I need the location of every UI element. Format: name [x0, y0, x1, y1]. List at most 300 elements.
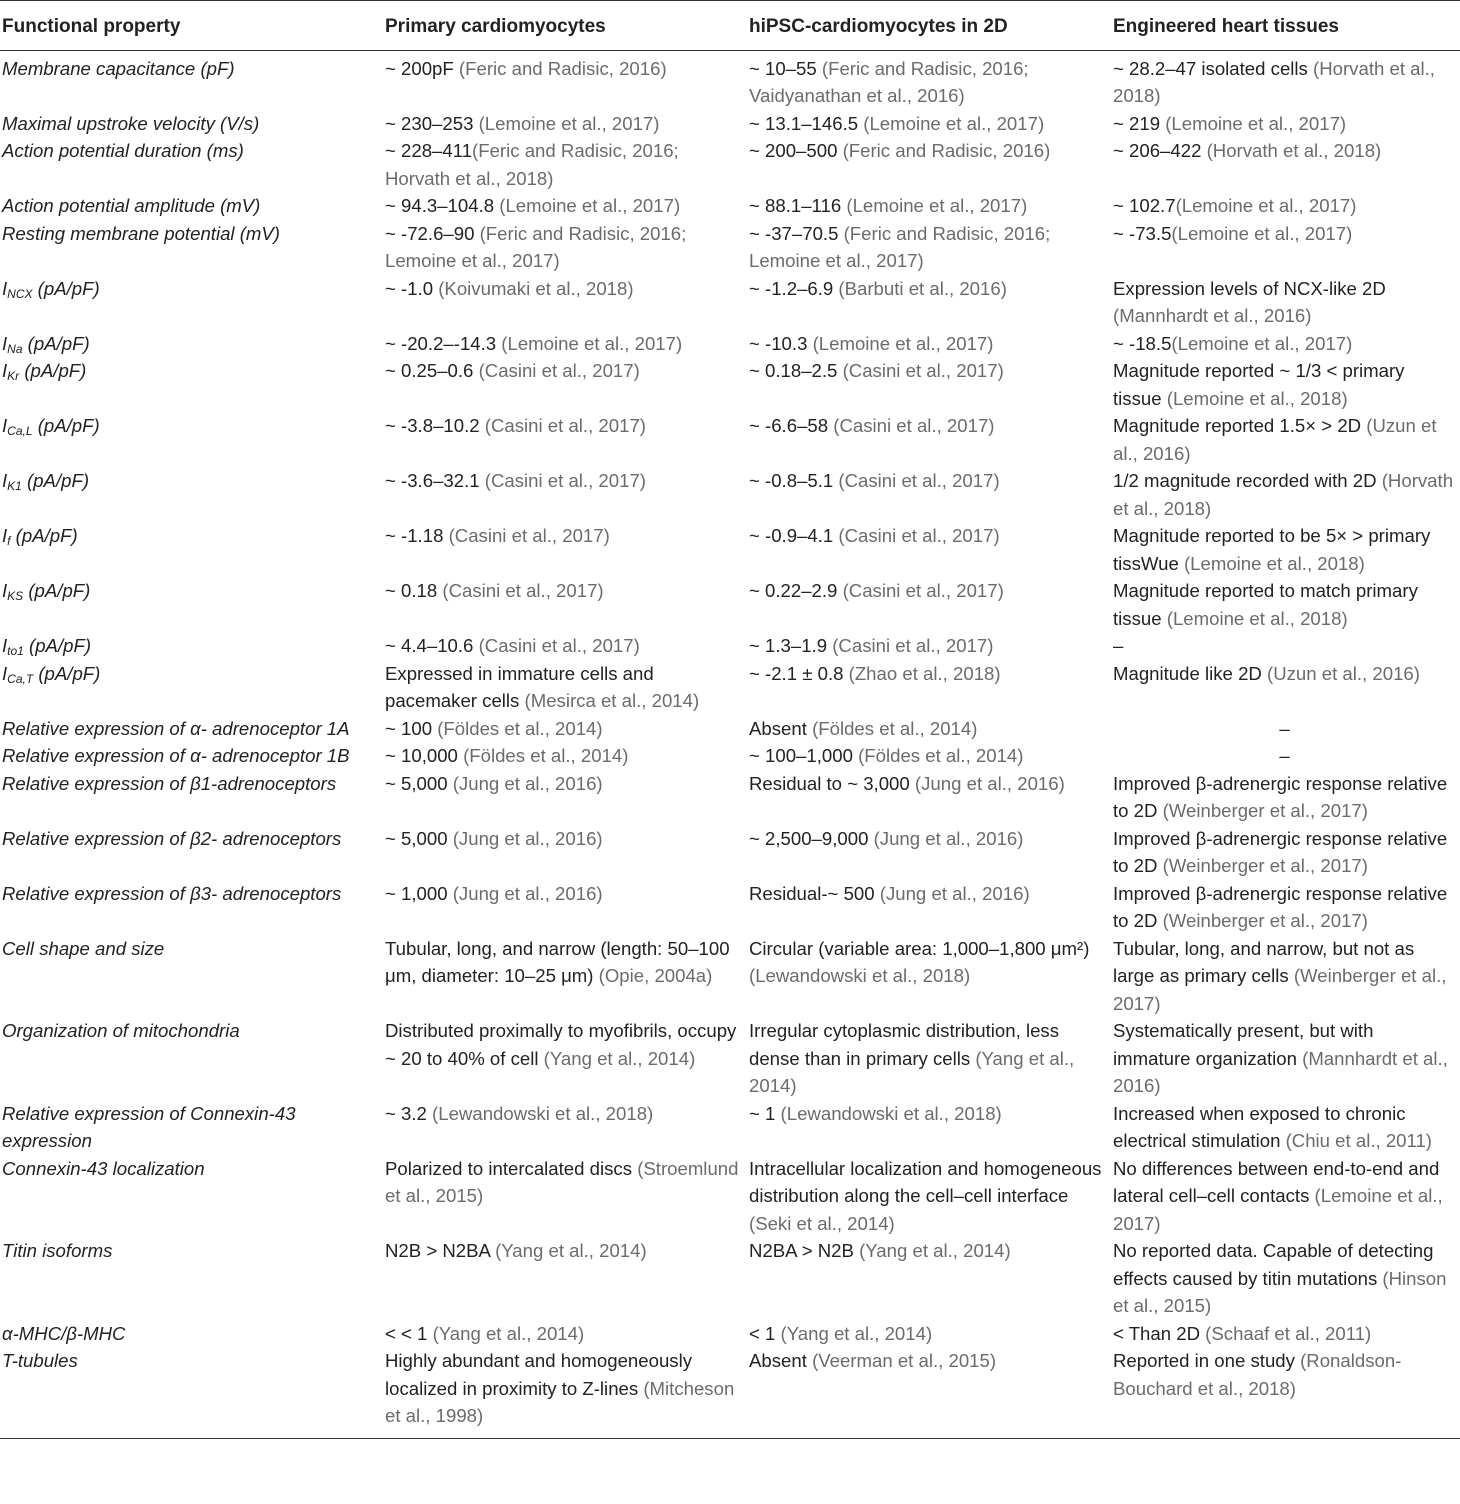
cell-value: ~ -0.8–5.1 [749, 470, 839, 491]
table-row [0, 1100, 1460, 1155]
citation: (Lemoine et al., 2017) [1113, 1185, 1443, 1234]
hipsc-2d-cell [747, 632, 1111, 660]
citation: (Seki et al., 2014) [749, 1212, 895, 1234]
table-row [0, 935, 1460, 1018]
cell-value: ~ 219 [1113, 112, 1166, 134]
citation: (Lewandowski et al., 2018) [780, 1102, 1002, 1124]
property-name: Relative expression of α- adrenoceptor 1A [2, 717, 350, 739]
cell-value: ~ 1.3–1.9 [749, 635, 833, 656]
engineered-heart-tissue-cell [1111, 220, 1460, 275]
citation: (Hinson et al., 2015) [1113, 1267, 1447, 1316]
primary-cardiomyocytes-cell [383, 660, 747, 715]
cell-value: Absent [749, 717, 813, 739]
hipsc-2d-cell [747, 1347, 1111, 1438]
citation: (Casini et al., 2017) [484, 415, 646, 436]
citation: (Feric and Radisic, 2016; Vaidyanathan et al., 2016) [749, 57, 1029, 106]
engineered-heart-tissue-cell [1111, 110, 1460, 138]
cell-value: Intracellular localization and homogeneous distribution along the cell–cell interface [749, 1157, 1102, 1206]
cell-value: ~ 0.18–2.5 [749, 360, 843, 381]
hipsc-2d-cell [747, 742, 1111, 770]
primary-cardiomyocytes-cell [383, 715, 747, 743]
citation: (Yang et al., 2014) [780, 1322, 933, 1344]
hipsc-2d-cell [747, 522, 1111, 577]
cell-value: ~ 228–411 [385, 140, 473, 161]
engineered-heart-tissue-cell [1111, 1100, 1460, 1155]
citation: (Jung et al., 2016) [914, 772, 1065, 794]
property-unit: (pA/pF) [22, 332, 90, 354]
hipsc-2d-cell [747, 577, 1111, 632]
hipsc-2d-cell [747, 1155, 1111, 1238]
citation: (Jung et al., 2016) [879, 882, 1030, 904]
cell-value: ~ 200pF [385, 57, 459, 79]
engineered-heart-tissue-cell [1111, 880, 1460, 935]
engineered-heart-tissue-cell [1111, 577, 1460, 632]
property-name: Connexin-43 localization [2, 1157, 205, 1179]
citation: (Uzun et al., 2016) [1113, 415, 1437, 464]
property-name: Relative expression of α- adrenoceptor 1B [2, 745, 350, 766]
property-name: Cell shape and size [2, 937, 165, 959]
citation: (Mannhardt et al., 2016) [1113, 305, 1312, 326]
engineered-heart-tissue-cell [1111, 467, 1460, 522]
citation: (Lemoine et al., 2017) [863, 112, 1045, 134]
hipsc-2d-cell [747, 1017, 1111, 1100]
citation: (Horvath et al., 2018) [1113, 470, 1454, 519]
citation: (Földes et al., 2014) [437, 717, 603, 739]
table-row [0, 1320, 1460, 1348]
property-name: Titin isoforms [2, 1240, 113, 1261]
cell-value: ~ -3.6–32.1 [385, 470, 485, 491]
primary-cardiomyocytes-cell [383, 412, 747, 467]
functional-property-cell [0, 137, 383, 192]
hipsc-2d-cell [747, 715, 1111, 743]
hipsc-2d-cell [747, 935, 1111, 1018]
primary-cardiomyocytes-cell [383, 467, 747, 522]
citation: (Casini et al., 2017) [484, 470, 646, 491]
table-row [0, 660, 1460, 715]
table-row [0, 110, 1460, 138]
citation: (Weinberger et al., 2017) [1162, 910, 1368, 931]
hipsc-2d-cell [747, 770, 1111, 825]
citation: (Yang et al., 2014) [543, 1047, 696, 1069]
property-unit: (pA/pF) [10, 525, 78, 546]
property-subscript: Ca,T [7, 671, 34, 686]
functional-property-cell [0, 1320, 383, 1348]
table-header [0, 1, 1460, 51]
cell-value: ~ 5,000 [385, 827, 453, 849]
functional-property-cell [0, 632, 383, 660]
cell-value: Magnitude reported to match primary tissue [1113, 580, 1418, 629]
citation: (Casini et al., 2017) [842, 360, 1004, 381]
primary-cardiomyocytes-cell [383, 192, 747, 220]
table-row [0, 137, 1460, 192]
functional-property-cell [0, 110, 383, 138]
hipsc-2d-cell [747, 330, 1111, 358]
hipsc-2d-cell [747, 275, 1111, 330]
citation: (Weinberger et al., 2017) [1162, 855, 1368, 876]
primary-cardiomyocytes-cell [383, 1155, 747, 1238]
hipsc-2d-cell [747, 357, 1111, 412]
engineered-heart-tissue-cell [1111, 1320, 1460, 1348]
cell-value: ~ -2.1 ± 0.8 [749, 662, 849, 684]
cell-value: – [1279, 717, 1290, 739]
cell-value: Circular (variable area: 1,000–1,800 μm²) [749, 937, 1090, 959]
citation: (Casini et al., 2017) [832, 635, 994, 656]
table-row [0, 1017, 1460, 1100]
property-name: Membrane capacitance (pF) [2, 57, 235, 79]
property-name: Action potential duration (ms) [2, 140, 244, 161]
property-name: I [2, 332, 8, 354]
property-subscript: to1 [7, 644, 24, 658]
cell-value: ~ 206–422 [1113, 140, 1207, 161]
table-row [0, 632, 1460, 660]
citation: (Mannhardt et al., 2016) [1113, 1047, 1448, 1096]
hipsc-2d-cell [747, 660, 1111, 715]
cell-value: ~ -18.5 [1113, 332, 1172, 354]
citation: (Yang et al., 2014) [495, 1240, 647, 1261]
cell-value: ~ -3.8–10.2 [385, 415, 485, 436]
citation: (Yang et al., 2014) [749, 1047, 1075, 1096]
property-subscript: Kr [7, 369, 20, 383]
hipsc-2d-cell [747, 1320, 1111, 1348]
cell-value: < 1 [749, 1322, 781, 1344]
functional-property-cell [0, 880, 383, 935]
property-unit: (pA/pF) [23, 580, 91, 601]
engineered-heart-tissue-cell [1111, 50, 1460, 110]
primary-cardiomyocytes-cell [383, 1017, 747, 1100]
engineered-heart-tissue-cell [1111, 1017, 1460, 1100]
primary-cardiomyocytes-cell [383, 357, 747, 412]
property-name: Relative expression of β2- adrenoceptors [2, 827, 342, 849]
cell-value: ~ -37–70.5 [749, 222, 844, 244]
citation: (Lemoine et al., 2018) [1166, 387, 1348, 409]
primary-cardiomyocytes-cell [383, 330, 747, 358]
property-unit: (pA/pF) [23, 635, 92, 656]
primary-cardiomyocytes-cell [383, 50, 747, 110]
citation: (Lewandowski et al., 2018) [432, 1102, 654, 1124]
functional-property-cell [0, 770, 383, 825]
citation: (Mitcheson et al., 1998) [385, 1377, 735, 1426]
cell-value: Absent [749, 1350, 813, 1371]
primary-cardiomyocytes-cell [383, 1320, 747, 1348]
citation: (Jung et al., 2016) [873, 827, 1024, 849]
primary-cardiomyocytes-cell [383, 1100, 747, 1155]
property-name: Relative expression of β1-adrenoceptors [2, 772, 337, 794]
cell-value: – [1113, 635, 1124, 656]
engineered-heart-tissue-cell [1111, 632, 1460, 660]
citation: (Ronaldson-Bouchard et al., 2018) [1113, 1350, 1402, 1399]
hipsc-2d-cell [747, 137, 1111, 192]
table-row [0, 522, 1460, 577]
citation: (Weinberger et al., 2017) [1113, 965, 1447, 1014]
cell-value: ~ -6.6–58 [749, 415, 834, 436]
engineered-heart-tissue-cell [1111, 660, 1460, 715]
citation: (Földes et al., 2014) [812, 717, 978, 739]
cell-value: 1/2 magnitude recorded with 2D [1113, 470, 1382, 491]
citation: (Lemoine et al., 2018) [1183, 552, 1365, 574]
citation: (Lemoine et al., 2017) [478, 112, 660, 134]
property-unit: (pA/pF) [19, 360, 87, 381]
cell-value: Improved β-adrenergic response relative to 2D [1113, 882, 1448, 931]
cell-value: Residual to ~ 3,000 [749, 772, 915, 794]
cell-value: Improved β-adrenergic response relative to 2D [1113, 772, 1448, 821]
cell-value: ~ 0.22–2.9 [749, 580, 843, 601]
functional-property-cell [0, 275, 383, 330]
primary-cardiomyocytes-cell [383, 577, 747, 632]
citation: (Lemoine et al., 2017) [1165, 112, 1347, 134]
engineered-heart-tissue-cell [1111, 715, 1460, 743]
primary-cardiomyocytes-cell [383, 220, 747, 275]
citation: (Koivumaki et al., 2018) [438, 277, 634, 299]
engineered-heart-tissue-cell [1111, 412, 1460, 467]
citation: (Jung et al., 2016) [452, 772, 603, 794]
citation: (Lemoine et al., 2017) [501, 332, 683, 354]
property-unit: (pA/pF) [21, 470, 90, 491]
engineered-heart-tissue-cell [1111, 742, 1460, 770]
cell-value: ~ 28.2–47 isolated cells [1113, 57, 1314, 79]
property-name: Organization of mitochondria [2, 1020, 240, 1041]
cell-value: Magnitude reported 1.5× > 2D [1113, 415, 1367, 436]
citation: (Jung et al., 2016) [452, 827, 603, 849]
engineered-heart-tissue-cell [1111, 522, 1460, 577]
cell-value: ~ -0.9–4.1 [749, 525, 839, 546]
cell-value: ~ 13.1–146.5 [749, 112, 864, 134]
hipsc-2d-cell [747, 825, 1111, 880]
citation: (Mesirca et al., 2014) [524, 690, 700, 711]
property-name: Relative expression of β3- adrenoceptors [2, 882, 342, 904]
engineered-heart-tissue-cell [1111, 935, 1460, 1018]
primary-cardiomyocytes-cell [383, 825, 747, 880]
cell-value: ~ 100 [385, 717, 438, 739]
citation: (Veerman et al., 2015) [812, 1350, 997, 1371]
hipsc-2d-cell [747, 1100, 1111, 1155]
cell-value: Magnitude reported to be 5× > primary tissWue [1113, 525, 1431, 574]
engineered-heart-tissue-cell [1111, 330, 1460, 358]
property-name: I [2, 635, 8, 656]
cell-value: ~ 0.25–0.6 [385, 360, 479, 381]
engineered-heart-tissue-cell [1111, 770, 1460, 825]
property-unit: (pA/pF) [32, 415, 100, 436]
citation: (Horvath et al., 2018) [1206, 140, 1382, 161]
citation: (Casini et al., 2017) [833, 415, 995, 436]
property-name: α-MHC/β-MHC [2, 1322, 126, 1344]
table-row [0, 50, 1460, 110]
cell-value: ~ 100–1,000 [749, 745, 859, 766]
functional-property-cell [0, 522, 383, 577]
cell-value: Highly abundant and homogeneously localized in proximity to Z-lines [385, 1350, 693, 1399]
cell-value: No reported data. Capable of detecting effects caused by titin mutations [1113, 1240, 1434, 1289]
cell-value: ~ 1 [749, 1102, 781, 1124]
cell-value: ~ 1,000 [385, 882, 453, 904]
cell-value: ~ -72.6–90 [385, 222, 480, 244]
property-subscript: KS [7, 589, 24, 603]
primary-cardiomyocytes-cell [383, 110, 747, 138]
property-name: Resting membrane potential (mV) [2, 222, 280, 244]
property-subscript: f [7, 534, 11, 548]
citation: (Lemoine et al., 2018) [1166, 607, 1348, 629]
property-unit: (pA/pF) [33, 662, 101, 684]
cell-value: N2BA > N2B [749, 1240, 860, 1261]
hipsc-2d-cell [747, 50, 1111, 110]
primary-cardiomyocytes-cell [383, 275, 747, 330]
functional-property-cell [0, 1237, 383, 1320]
cell-value: ~ -20.2–-14.3 [385, 332, 502, 354]
functional-property-cell [0, 50, 383, 110]
cell-value: ~ -73.5 [1113, 222, 1172, 244]
functional-property-cell [0, 412, 383, 467]
table-row [0, 275, 1460, 330]
cell-value: ~ 4.4–10.6 [385, 635, 479, 656]
cell-value: Improved β-adrenergic response relative to 2D [1113, 827, 1448, 876]
table-row [0, 715, 1460, 743]
cell-value: Tubular, long, and narrow (length: 50–100 μm, diameter: 10–25 μm) [385, 937, 730, 986]
citation: (Casini et al., 2017) [838, 470, 1000, 491]
functional-property-cell [0, 330, 383, 358]
cell-value: ~ 0.18 [385, 580, 443, 601]
table-row [0, 330, 1460, 358]
property-name: I [2, 415, 8, 436]
property-subscript: Ca,L [7, 424, 33, 438]
cell-value: Distributed proximally to myofibrils, occupy ~ 20 to 40% of cell [385, 1020, 737, 1069]
cell-value: < Than 2D [1113, 1322, 1206, 1344]
citation: (Casini et al., 2017) [442, 580, 604, 601]
cell-value: Systematically present, but with immature organization [1113, 1020, 1374, 1069]
hipsc-2d-cell [747, 110, 1111, 138]
functional-property-cell [0, 467, 383, 522]
engineered-heart-tissue-cell [1111, 1155, 1460, 1238]
citation: (Lewandowski et al., 2018) [749, 965, 971, 986]
header-engineered-heart-tissues: Engineered heart tissues [1111, 1, 1460, 51]
cell-value: ~ 200–500 [749, 140, 843, 161]
table-row [0, 770, 1460, 825]
table-row [0, 1347, 1460, 1438]
primary-cardiomyocytes-cell [383, 935, 747, 1018]
primary-cardiomyocytes-cell [383, 770, 747, 825]
engineered-heart-tissue-cell [1111, 1347, 1460, 1438]
functional-property-cell [0, 825, 383, 880]
citation: (Barbuti et al., 2016) [838, 277, 1007, 299]
functional-property-cell [0, 1100, 383, 1155]
primary-cardiomyocytes-cell [383, 1237, 747, 1320]
primary-cardiomyocytes-cell [383, 137, 747, 192]
table-row [0, 1237, 1460, 1320]
hipsc-2d-cell [747, 467, 1111, 522]
primary-cardiomyocytes-cell [383, 880, 747, 935]
cell-value: ~ 2,500–9,000 [749, 827, 874, 849]
citation: (Feric and Radisic, 2016; Lemoine et al., 2017) [749, 222, 1051, 271]
table-row [0, 467, 1460, 522]
citation: (Uzun et al., 2016) [1267, 662, 1420, 684]
cell-value: ~ -1.2–6.9 [749, 277, 839, 299]
property-name: I [2, 277, 8, 299]
property-name: T-tubules [2, 1350, 78, 1371]
citation: (Lemoine et al., 2017) [1171, 332, 1353, 354]
citation: (Lemoine et al., 2017) [846, 195, 1028, 216]
functional-property-cell [0, 1155, 383, 1238]
citation: (Feric and Radisic, 2016; Horvath et al., 2018) [385, 140, 679, 189]
table-row [0, 880, 1460, 935]
functional-property-cell [0, 660, 383, 715]
cell-value: Expression levels of NCX-like 2D [1113, 277, 1386, 299]
property-name: I [2, 580, 8, 601]
citation: (Casini et al., 2017) [478, 360, 640, 381]
citation: (Lemoine et al., 2017) [499, 195, 681, 216]
cell-value: ~ 5,000 [385, 772, 453, 794]
table-row [0, 412, 1460, 467]
cell-value: Magnitude like 2D [1113, 662, 1267, 684]
cell-value: Irregular cytoplasmic distribution, less dense than in primary cells [749, 1020, 1060, 1069]
cell-value: < < 1 [385, 1322, 433, 1344]
hipsc-2d-cell [747, 192, 1111, 220]
cell-value: ~ 88.1–116 [749, 195, 847, 216]
header-functional-property: Functional property [0, 1, 383, 51]
citation: (Lemoine et al., 2017) [1171, 222, 1353, 244]
table-row [0, 220, 1460, 275]
citation: (Lemoine et al., 2017) [812, 332, 994, 354]
citation: (Feric and Radisic, 2016; Lemoine et al., 2017) [385, 222, 687, 271]
citation: (Chiu et al., 2011) [1285, 1130, 1432, 1151]
engineered-heart-tissue-cell [1111, 357, 1460, 412]
property-subscript: K1 [7, 479, 22, 493]
table-row [0, 192, 1460, 220]
property-name: Maximal upstroke velocity (V/s) [2, 112, 260, 134]
property-name: I [2, 662, 8, 684]
functional-property-cell [0, 192, 383, 220]
header-primary-cardiomyocytes: Primary cardiomyocytes [383, 1, 747, 51]
citation: (Lemoine et al., 2017) [1175, 195, 1357, 216]
citation: (Casini et al., 2017) [842, 580, 1004, 601]
citation: (Zhao et al., 2018) [848, 662, 1001, 684]
cell-value: Expressed in immature cells and pacemaker cells [385, 662, 654, 711]
cell-value: Polarized to intercalated discs [385, 1157, 638, 1179]
functional-property-cell [0, 1017, 383, 1100]
functional-property-cell [0, 715, 383, 743]
citation: (Weinberger et al., 2017) [1162, 800, 1368, 821]
table-row [0, 357, 1460, 412]
citation: (Casini et al., 2017) [478, 635, 640, 656]
property-name: I [2, 470, 8, 491]
citation: (Opie, 2004a) [598, 965, 713, 986]
header-row [0, 1, 1460, 51]
cell-value: ~ 102.7 [1113, 195, 1176, 216]
cell-value: ~ 94.3–104.8 [385, 195, 500, 216]
property-name: I [2, 525, 8, 546]
table-row [0, 825, 1460, 880]
citation: (Horvath et al., 2018) [1113, 57, 1435, 106]
cell-value: ~ -10.3 [749, 332, 813, 354]
cell-value: ~ -1.0 [385, 277, 439, 299]
table-body [0, 50, 1460, 1438]
property-name: Action potential amplitude (mV) [2, 195, 261, 216]
table-row [0, 1155, 1460, 1238]
cell-value: ~ 3.2 [385, 1102, 433, 1124]
cell-value: ~ -1.18 [385, 525, 449, 546]
header-hipsc-cardiomyocytes-2d: hiPSC-cardiomyocytes in 2D [747, 1, 1111, 51]
citation: (Földes et al., 2014) [463, 745, 629, 766]
cell-value: – [1279, 745, 1290, 766]
cell-value: No differences between end-to-end and lateral cell–cell contacts [1113, 1157, 1440, 1206]
functional-property-cell [0, 742, 383, 770]
functional-property-cell [0, 220, 383, 275]
citation: (Yang et al., 2014) [859, 1240, 1011, 1261]
property-name: I [2, 360, 8, 381]
citation: (Feric and Radisic, 2016) [458, 57, 667, 79]
table-row [0, 577, 1460, 632]
property-subscript: Na [7, 341, 23, 356]
functional-property-cell [0, 1347, 383, 1438]
functional-property-cell [0, 935, 383, 1018]
cell-value: Increased when exposed to chronic electrical stimulation [1113, 1102, 1406, 1151]
citation: (Stroemlund et al., 2015) [385, 1157, 739, 1206]
